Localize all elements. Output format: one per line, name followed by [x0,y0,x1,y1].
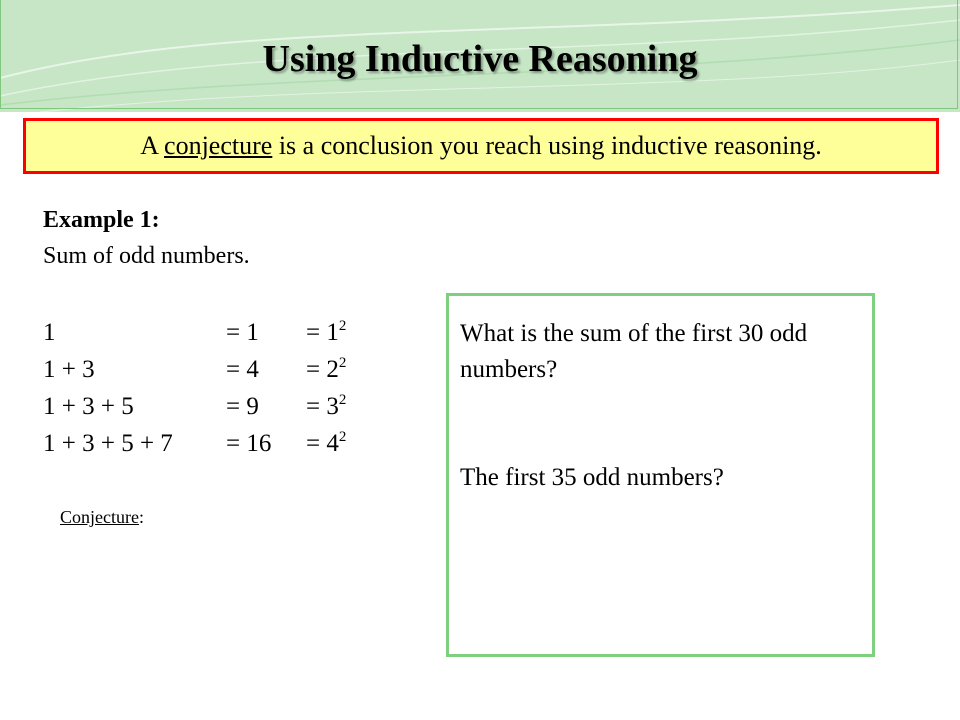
example-heading-block [43,202,250,274]
square-exponent: 2 [338,392,347,408]
slide-title: Using Inductive Reasoning [262,38,698,80]
square-base: = 4 [306,430,339,457]
sum-column [226,314,271,462]
slide-header [0,0,960,112]
sum-row: = 1 [226,319,259,346]
sum-row: = 16 [226,430,272,457]
square-exponent: 2 [338,355,347,371]
square-row [306,388,346,425]
question-2: The first 35 odd numbers? [460,464,724,491]
example-subtitle: Sum of odd numbers. [43,243,250,269]
square-row [306,425,346,462]
expression-row: 1 [43,319,56,346]
conjecture-colon: : [138,507,144,527]
square-row [306,314,346,351]
example-heading: Example 1: [43,207,160,233]
expression-row: 1 + 3 + 5 + 7 [43,430,173,457]
sum-row: = 9 [226,393,259,420]
definition-term: conjecture [164,131,273,160]
expression-column [43,314,173,462]
square-column [306,314,346,462]
conjecture-label: Conjecture [60,507,139,527]
question-box [446,293,875,657]
definition-suffix: is a conclusion you reach using inductive reasoning. [272,131,822,160]
square-base: = 2 [306,356,339,383]
definition-prefix: A [140,131,165,160]
square-base: = 1 [306,319,339,346]
question-1: What is the sum of the first 30 odd numbers? [460,320,808,383]
square-exponent: 2 [338,318,347,334]
expression-row: 1 + 3 + 5 [43,393,134,420]
square-base: = 3 [306,393,339,420]
expression-row: 1 + 3 [43,356,95,383]
sum-row: = 4 [226,356,259,383]
square-row [306,351,346,388]
conjecture-line [60,505,144,529]
definition-box [23,118,939,174]
square-exponent: 2 [338,429,347,445]
